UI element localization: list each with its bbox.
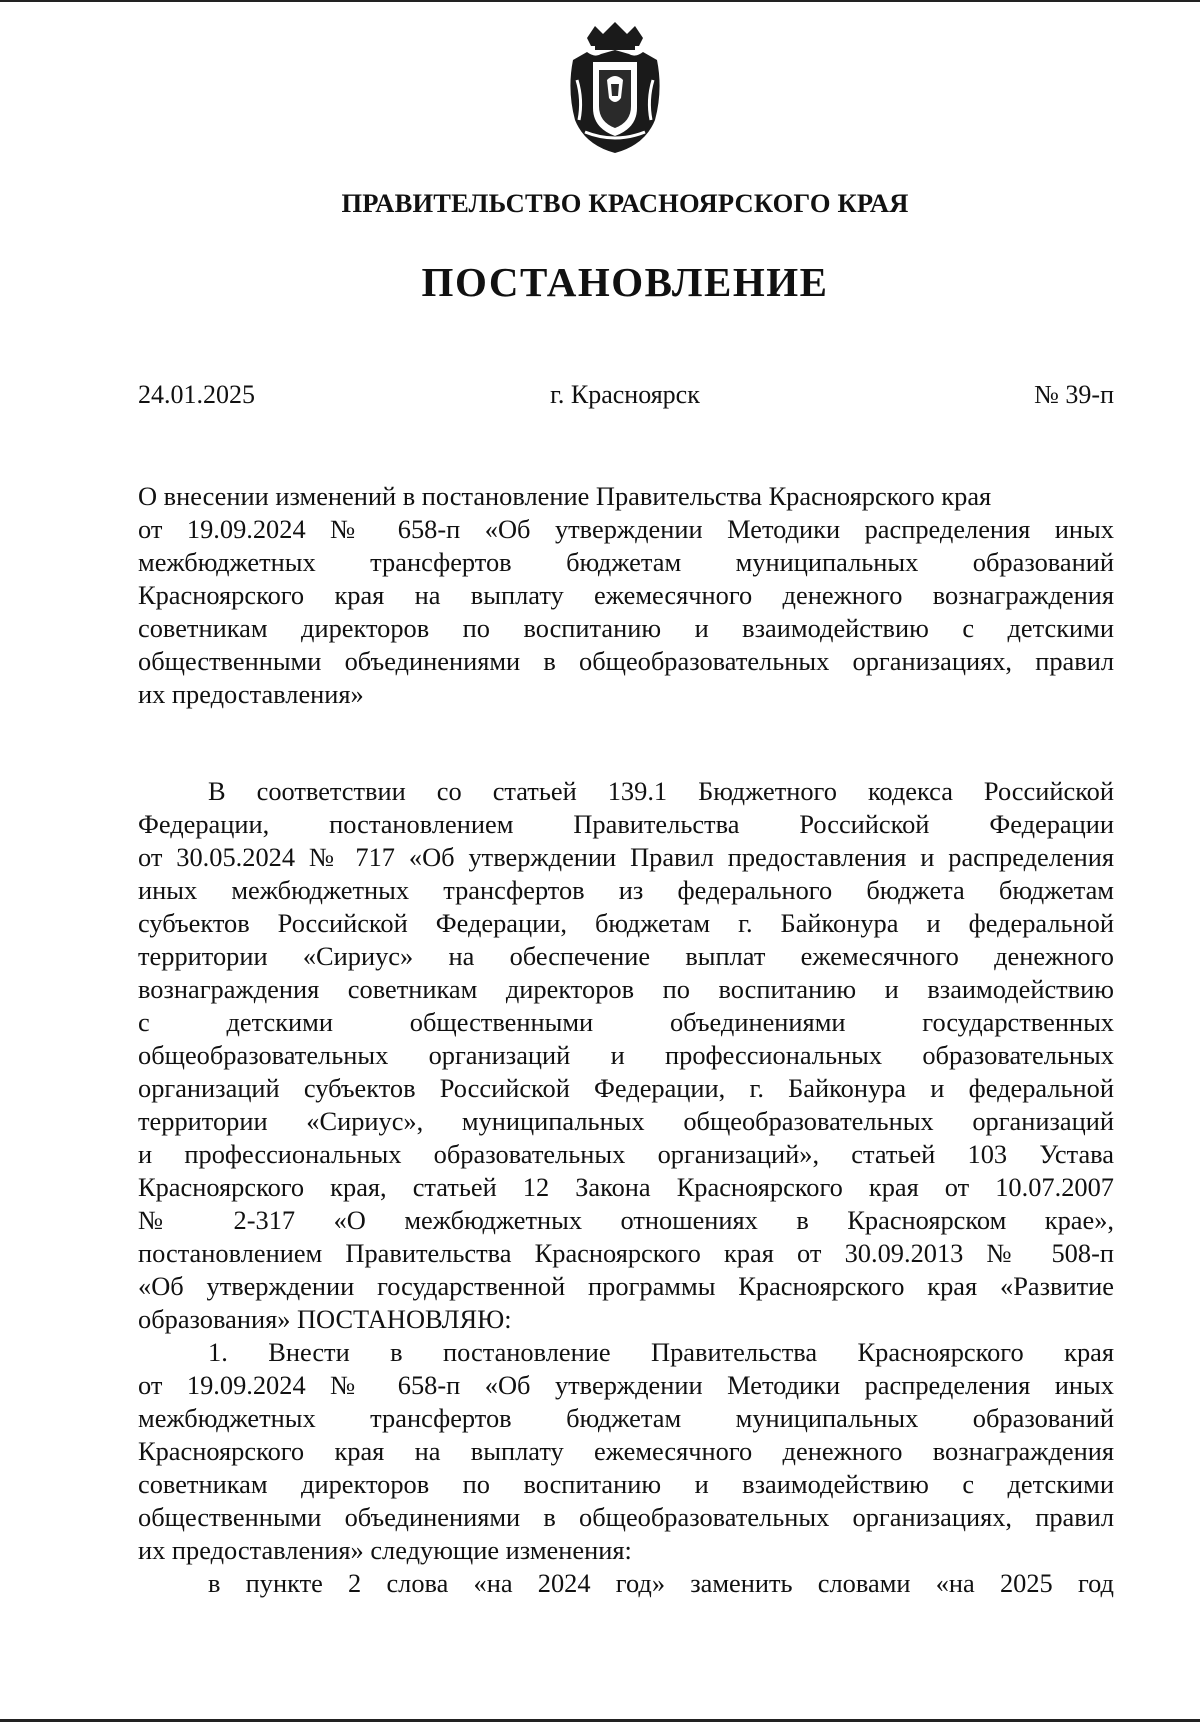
body-line: советникам директоров по воспитанию и взаимодействию с детскими [138, 1469, 1114, 1499]
body-line: Красноярского края, статьей 12 Закона Красноярского края от 10.07.2007 [138, 1172, 1114, 1202]
body-line: от 30.05.2024 № 717 «Об утверждении Правил предоставления и распределения [138, 842, 1114, 872]
document-number: № 39-п [1034, 380, 1114, 409]
title-line: межбюджетных трансфертов бюджетам муниципальных образований [138, 547, 1114, 577]
body-line: постановлением Правительства Красноярского края от 30.09.2013 № 508-п [138, 1238, 1114, 1268]
body-line: межбюджетных трансфертов бюджетам муниципальных образований [138, 1403, 1114, 1433]
body-line: от 19.09.2024 № 658-п «Об утверждении Методики распределения иных [138, 1370, 1114, 1400]
body-line: их предоставления» следующие изменения: [138, 1535, 632, 1565]
body-line: В соответствии со статьей 139.1 Бюджетного кодекса Российской [208, 776, 1114, 806]
body-line: Федерации, постановлением Правительства Российской Федерации [138, 809, 1114, 839]
body-line: общественными объединениями в общеобразовательных организациях, правил [138, 1502, 1114, 1532]
body-line: территории «Сириус» на обеспечение выплат ежемесячного денежного [138, 941, 1114, 971]
body-line: организаций субъектов Российской Федерации, г. Байконура и федеральной [138, 1073, 1114, 1103]
document-date: 24.01.2025 [138, 380, 255, 409]
title-line: О внесении изменений в постановление Правительства Красноярского края [138, 481, 992, 511]
body-line: общеобразовательных организаций и профессиональных образовательных [138, 1040, 1114, 1070]
title-line: Красноярского края на выплату ежемесячного денежного вознаграждения [138, 580, 1114, 610]
body-line: 1. Внести в постановление Правительства Красноярского края [208, 1337, 1114, 1367]
body-line: иных межбюджетных трансфертов из федерального бюджета бюджетам [138, 875, 1114, 905]
body-line: территории «Сириус», муниципальных общеобразовательных организаций [138, 1106, 1114, 1136]
body-line: с детскими общественными объединениями государственных [138, 1007, 1114, 1037]
coat-of-arms-emblem [565, 20, 665, 155]
body-line: и профессиональных образовательных организаций», статьей 103 Устава [138, 1139, 1114, 1169]
body-line: № 2-317 «О межбюджетных отношениях в Красноярском крае», [138, 1205, 1114, 1235]
body-line: в пункте 2 слова «на 2024 год» заменить словами «на 2025 год [208, 1568, 1114, 1598]
body-line: Красноярского края на выплату ежемесячного денежного вознаграждения [138, 1436, 1114, 1466]
document-body [138, 775, 1114, 1600]
title-line: их предоставления» [138, 679, 364, 709]
title-line: от 19.09.2024 № 658-п «Об утверждении Методики распределения иных [138, 514, 1114, 544]
organization-name: ПРАВИТЕЛЬСТВО КРАСНОЯРСКОГО КРАЯ [341, 188, 909, 218]
body-line: субъектов Российской Федерации, бюджетам г. Байконура и федеральной [138, 908, 1114, 938]
scan-top-border [0, 0, 1200, 2]
document-title [138, 480, 1114, 711]
body-line: образования» ПОСТАНОВЛЯЮ: [138, 1304, 512, 1334]
document-city: г. Красноярск [550, 380, 700, 409]
body-line: вознаграждения советникам директоров по воспитанию и взаимодействию [138, 974, 1114, 1004]
body-line: «Об утверждении государственной программы Красноярского края «Развитие [138, 1271, 1114, 1301]
title-line: советникам директоров по воспитанию и взаимодействию с детскими [138, 613, 1114, 643]
document-type-title: ПОСТАНОВЛЕНИЕ [421, 259, 829, 305]
title-line: общественными объединениями в общеобразовательных организациях, правил [138, 646, 1114, 676]
scan-bottom-border [0, 1719, 1200, 1722]
